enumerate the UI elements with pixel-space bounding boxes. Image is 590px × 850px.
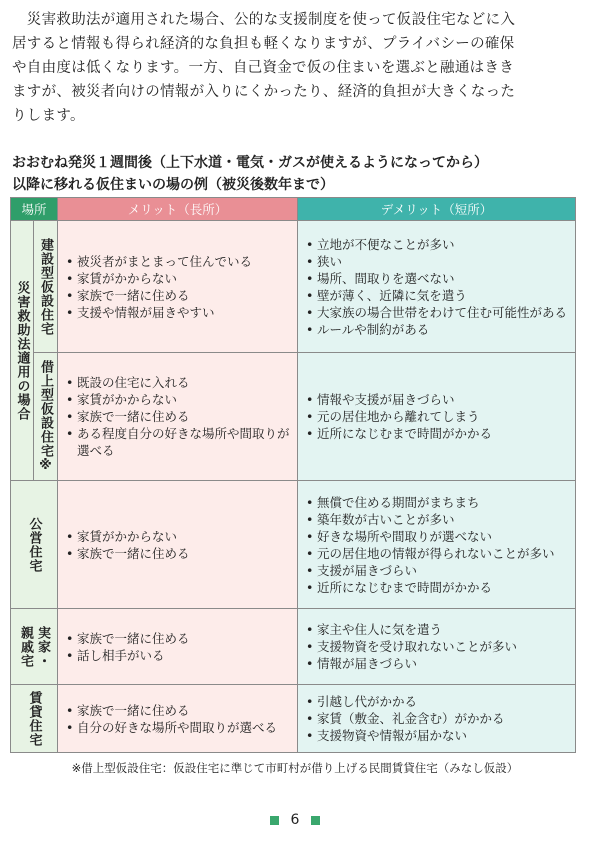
merit-item: • 被災者がまとまって住んでいる — [66, 253, 291, 270]
heading-line: 以降に移れる仮住まいの場の例（被災後数年まで） — [12, 177, 334, 193]
merit-item: • 家賃がかからない — [66, 391, 291, 408]
square-icon — [270, 816, 279, 825]
category-cell — [11, 609, 58, 685]
merit-cell — [58, 221, 298, 353]
square-icon — [311, 816, 320, 825]
merit-item: • 家族で一緒に住める — [66, 545, 291, 562]
header-demerit: デメリット（短所） — [298, 198, 576, 221]
group-label-cell — [11, 221, 34, 481]
demerit-item: • 情報が届きづらい — [306, 655, 569, 672]
demerit-cell — [298, 685, 576, 753]
merit-item: • 家族で一緒に住める — [66, 408, 291, 425]
merit-item: • 話し相手がいる — [66, 647, 291, 664]
category-label: 公営住宅 — [26, 516, 42, 573]
merit-item: • ある程度自分の好きな場所や間取りが選べる — [66, 425, 291, 459]
header-place: 場所 — [11, 198, 58, 221]
table-row — [11, 353, 576, 481]
intro-line: 居すると情報も得られ経済的な負担も軽くなりますが、プライバシーの確保 — [12, 36, 515, 52]
demerit-item: • 近所になじむまで時間がかかる — [306, 579, 569, 596]
table-header-row — [11, 198, 576, 221]
demerit-item: • 狭い — [306, 253, 569, 270]
demerit-item: • 大家族の場合世帯をわけて住む可能性がある — [306, 304, 569, 321]
merit-item: • 自分の好きな場所や間取りが選べる — [66, 719, 291, 736]
demerit-item: • 壁が薄く、近隣に気を遣う — [306, 287, 569, 304]
footnote: ※借上型仮設住宅：仮設住宅に準じて市町村が借り上げる民間賃貸住宅（みなし仮設） — [71, 761, 519, 775]
category-cell — [34, 353, 58, 481]
merit-item: • 支援や情報が届きやすい — [66, 304, 291, 321]
demerit-item: • 支援物資や情報が届かない — [306, 727, 569, 744]
table-row — [11, 481, 576, 609]
page-footer — [0, 812, 590, 828]
category-note: ※ — [38, 457, 53, 474]
merit-item: • 家族で一緒に住める — [66, 287, 291, 304]
category-label: 賃貸住宅 — [26, 690, 42, 747]
header-merit: メリット（長所） — [58, 198, 298, 221]
demerit-cell — [298, 481, 576, 609]
category-label: 実家・ — [35, 625, 50, 668]
category-label: 親戚宅 — [18, 625, 33, 668]
demerit-item: • 元の居住地の情報が得られないことが多い — [306, 545, 569, 562]
intro-line: りします。 — [12, 108, 85, 124]
demerit-item: • 支援物資を受け取れないことが多い — [306, 638, 569, 655]
merit-item: • 家族で一緒に住める — [66, 630, 291, 647]
merit-cell — [58, 609, 298, 685]
table-row — [11, 221, 576, 353]
demerit-item: • 近所になじむまで時間がかかる — [306, 425, 569, 442]
merit-cell — [58, 353, 298, 481]
housing-comparison-table — [10, 197, 576, 753]
merit-item: • 家族で一緒に住める — [66, 702, 291, 719]
demerit-item: • 立地が不便なことが多い — [306, 236, 569, 253]
category-cell — [34, 221, 58, 353]
demerit-item: • 無償で住める期間がまちまち — [306, 494, 569, 511]
section-heading — [12, 152, 577, 196]
table-row — [11, 609, 576, 685]
demerit-item: • ルールや制約がある — [306, 321, 569, 338]
demerit-item: • 支援が届きづらい — [306, 562, 569, 579]
demerit-item: • 好きな場所や間取りが選べない — [306, 528, 569, 545]
category-label: 建設型仮設住宅 — [38, 237, 53, 336]
heading-line: おおむね発災１週間後（上下水道・電気・ガスが使えるようになってから） — [12, 155, 488, 171]
demerit-cell — [298, 609, 576, 685]
demerit-cell — [298, 353, 576, 481]
demerit-item: • 築年数が古いことが多い — [306, 511, 569, 528]
merit-item: • 既設の住宅に入れる — [66, 374, 291, 391]
demerit-item: • 家主や住人に気を遣う — [306, 621, 569, 638]
intro-line: 災害救助法が適用された場合、公的な支援制度を使って仮設住宅などに入 — [12, 12, 516, 28]
category-cell — [11, 685, 58, 753]
category-label: 借上型仮設住宅 — [38, 359, 53, 458]
demerit-item: • 引越し代がかかる — [306, 693, 569, 710]
merit-cell — [58, 481, 298, 609]
merit-item: • 家賃がかからない — [66, 270, 291, 287]
page-number: 6 — [290, 812, 300, 828]
demerit-item: • 場所、間取りを選べない — [306, 270, 569, 287]
merit-item: • 家賃がかからない — [66, 528, 291, 545]
intro-line: や自由度は低くなります。一方、自己資金で仮の住まいを選ぶと融通はきき — [12, 60, 515, 76]
intro-paragraph — [12, 8, 572, 128]
demerit-cell — [298, 221, 576, 353]
table-row — [11, 685, 576, 753]
demerit-item: • 家賃（敷金、礼金含む）がかかる — [306, 710, 569, 727]
merit-cell — [58, 685, 298, 753]
group-label: 災害救助法適用の場合 — [14, 280, 30, 421]
demerit-item: • 元の居住地から離れてしまう — [306, 408, 569, 425]
intro-line: ますが、被災者向けの情報が入りにくかったり、経済的負担が大きくなった — [12, 84, 516, 100]
category-cell — [11, 481, 58, 609]
demerit-item: • 情報や支援が届きづらい — [306, 391, 569, 408]
